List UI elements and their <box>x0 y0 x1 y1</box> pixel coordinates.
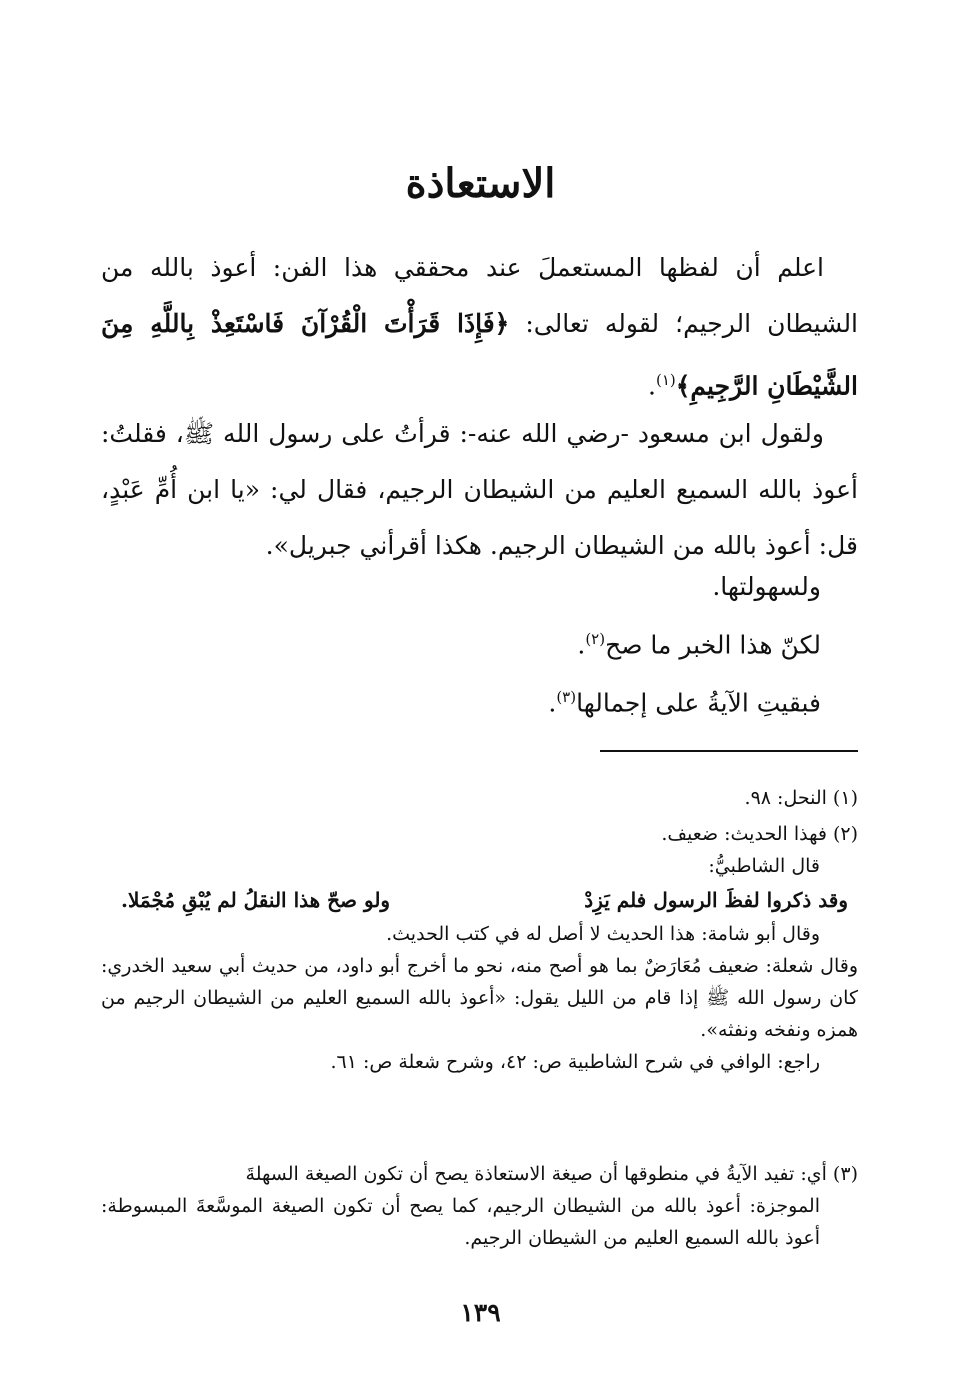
footnote-3-continuation: الموجزة: أعوذ بالله من الشيطان الرجيم، كما يصح أن تكون الصيغة الموسَّعةَ المبسوطة: أعوذ بالله السميع العليم من الشيطان الرجيم. <box>101 1195 820 1249</box>
footnote-2 <box>101 818 858 1078</box>
line-lakin-text: لكنّ هذا الخبر ما صح <box>605 630 821 660</box>
poem-verse <box>101 884 858 916</box>
line-sahula: ولسهولتها. <box>712 572 821 601</box>
footnote-3-line1: (٣) أي: تفيد الآيةُ في منطوقها أن صيغة الاستعاذة يصح أن تكون الصيغة السهلةَ <box>245 1163 858 1185</box>
footnote-ref-3: (٣) <box>556 688 577 706</box>
poem-hemistich-left: ولو صحّ هذا النقلُ لم يُبْقِ مُجْمَلا. <box>121 888 391 912</box>
paragraph-2 <box>101 406 858 574</box>
quran-verse: ﴿فَإِذَا قَرَأْتَ الْقُرْآنَ فَاسْتَعِذْ بِاللَّهِ مِنَ الشَّيْطَانِ الرَّجِيمِ﴾ <box>101 309 858 401</box>
footnote-2-shatibi-intro: قال الشاطبيُّ: <box>708 855 820 877</box>
footnote-ref-1: (١) <box>655 371 676 389</box>
paragraph-1 <box>101 240 858 414</box>
line-lakin-end: . <box>577 630 586 660</box>
page-number: ١٣٩ <box>460 1298 501 1327</box>
chapter-title: الاستعاذة <box>405 160 556 207</box>
footnote-1-text: (١) النحل: ٩٨. <box>744 787 858 809</box>
paragraph-1-intro: اعلم أن لفظها المستعملَ عند محققي هذا الفن: أعوذ بالله من الشيطان الرجيم؛ لقوله تعالى: <box>101 253 859 338</box>
paragraph-2-text: ولقول ابن مسعود -رضي الله عنه-: قرأتُ على رسول الله ﷺ، فقلتُ: أعوذ بالله السميع العليم من الشيطان الرجيم، فقال لي: «يا ابن أُمِّ عَبْدٍ، قل: أعوذ بالله من الشيطان الرجيم. هكذا أقرأني جبريل». <box>101 419 858 560</box>
paragraph-1-end: . <box>648 371 656 401</box>
footnote-3 <box>101 1158 858 1254</box>
line-baqiyat-text: فبقيتِ الآيةُ على إجمالها <box>576 688 821 718</box>
footnote-2-line1: (٢) فهذا الحديث: ضعيف. <box>661 823 858 845</box>
poem-hemistich-right: وقد ذكروا لفظَ الرسول فلم يَزِدْ <box>584 888 848 912</box>
footnote-2-abushama: وقال أبو شامة: هذا الحديث لا أصل له في كتب الحديث. <box>386 923 820 945</box>
line-baqiyat-end: . <box>548 688 557 718</box>
line-baqiyat <box>548 688 821 717</box>
footnote-2-shula: وقال شعلة: ضعيف مُعَارَضٌ بما هو أصح منه، نحو ما أخرج أبو داود، من حديث أبي سعيد الخدري: كان رسول الله ﷺ إذا قام من الليل يقول: «أعوذ بالله السميع العليم من الشيطان الرجيم من همزه ونفخه ونفثه». <box>101 955 858 1041</box>
footnote-2-raji: راجع: الوافي في شرح الشاطبية ص: ٤٢، وشرح شعلة ص: ٦١. <box>330 1051 820 1073</box>
footnote-divider <box>600 750 858 752</box>
line-lakin <box>577 630 821 659</box>
footnote-ref-2: (٢) <box>585 630 606 648</box>
footnote-1 <box>101 782 858 814</box>
